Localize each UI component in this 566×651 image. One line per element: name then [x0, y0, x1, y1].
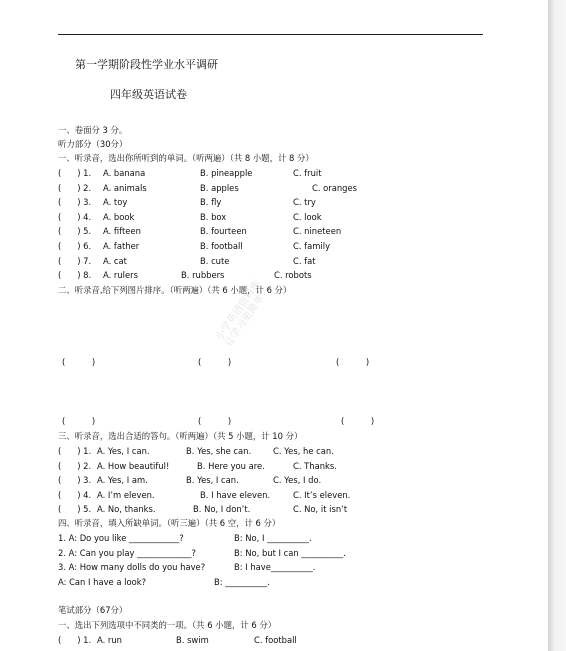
- page-shadow: [548, 0, 566, 651]
- option-b: B. box: [200, 211, 227, 222]
- written-header: 笔试部分（67分）: [58, 605, 128, 615]
- fill-in-question: 2. A: Can you play _____________?: [58, 548, 196, 558]
- option-a: A. Yes, I am.: [97, 475, 148, 486]
- answer-bracket: ( ) 4.: [58, 211, 92, 222]
- answer-bracket: ( ) 1.: [58, 446, 92, 456]
- option-a: A. run: [97, 635, 122, 645]
- answer-bracket: ( ) 2.: [58, 182, 92, 193]
- exam-title: 第一学期阶段性学业水平调研: [75, 58, 218, 71]
- option-a: A. father: [103, 241, 140, 251]
- option-b: B. football: [200, 241, 243, 251]
- answer-bracket: ( ) 3.: [58, 475, 92, 486]
- option-a: A. cat: [103, 255, 127, 266]
- picture-order-bracket: ( ): [62, 416, 96, 426]
- option-a: A. fifteen: [103, 226, 141, 237]
- picture-order-bracket: ( ): [62, 357, 96, 367]
- exam-subtitle: 四年级英语试卷: [110, 88, 187, 101]
- section-4-heading: 四、听录音，填入所缺单词。（听三遍）（共 6 空，计 6 分）: [58, 518, 281, 528]
- answer-bracket: ( ) 1.: [58, 168, 92, 178]
- fill-in-question: 3. A: How many dolls do you have?: [58, 562, 206, 572]
- section-3-heading: 三、听录音，选出合适的答句。（听两遍）（共 5 小题，计 10 分）: [58, 431, 303, 441]
- option-b: B. fourteen: [200, 226, 247, 237]
- watermark: 小学英语资料库 让学习更简单: [214, 278, 267, 349]
- option-c: C. football: [254, 635, 297, 645]
- fill-in-answer: B: No, I __________.: [234, 533, 312, 543]
- option-b: B. I have eleven.: [200, 489, 271, 500]
- option-a: A. banana: [103, 168, 146, 178]
- fill-in-answer: B: I have__________.: [234, 562, 316, 572]
- answer-bracket: ( ) 8.: [58, 270, 92, 281]
- answer-bracket: ( ) 7.: [58, 255, 92, 266]
- picture-order-bracket: ( ): [341, 416, 375, 426]
- option-c: C. fruit: [293, 168, 322, 178]
- option-a: A. rulers: [103, 270, 138, 281]
- option-c: C. family: [293, 241, 331, 251]
- option-a: A. book: [103, 211, 135, 222]
- answer-bracket: ( ) 5.: [58, 226, 92, 237]
- option-c: C. fat: [293, 255, 316, 266]
- fill-in-question: 1. A: Do you like ____________?: [58, 533, 184, 543]
- section-5-heading: 一、选出下列选项中不同类的一项。（共 6 小题，计 6 分）: [58, 620, 277, 630]
- section-1-heading: 一、听录音，选出你所听到的单词。（听两遍）（共 8 小题，计 8 分）: [58, 153, 314, 163]
- option-b: B. swim: [176, 635, 209, 645]
- fill-in-answer: B: __________.: [214, 577, 270, 587]
- option-b: B. rubbers: [181, 270, 225, 281]
- option-c: C. Yes, he can.: [273, 446, 334, 456]
- option-c: C. Yes, I do.: [273, 475, 322, 486]
- answer-bracket: ( ) 4.: [58, 489, 92, 500]
- answer-bracket: ( ) 2.: [58, 460, 92, 471]
- option-a: A. animals: [103, 182, 147, 193]
- option-b: B. pineapple: [200, 168, 253, 178]
- fill-in-question: A: Can I have a look?: [58, 577, 147, 587]
- option-b: B. cute: [200, 255, 230, 266]
- fill-in-answer: B: No, but I can __________.: [234, 548, 346, 558]
- listening-header: 听力部分（30分）: [58, 139, 128, 149]
- option-b: B. Yes, I can.: [186, 475, 239, 486]
- option-c: C. Thanks.: [293, 460, 337, 471]
- option-b: B. apples: [200, 182, 239, 193]
- option-b: B. No, I don’t.: [193, 504, 251, 515]
- option-a: A. How beautiful!: [97, 460, 170, 471]
- section-2-heading: 二、听录音,给下列图片排序。（听两遍）（共 6 小题，计 6 分）: [58, 285, 292, 295]
- option-c: C. oranges: [312, 182, 358, 193]
- header-rule: [58, 34, 483, 35]
- option-c: C. robots: [274, 270, 312, 281]
- option-c: C. No, it isn’t: [293, 504, 348, 515]
- option-a: A. Yes, I can.: [97, 446, 150, 456]
- option-c: C. It’s eleven.: [293, 489, 351, 500]
- section-intro: 一、卷面分 3 分。: [58, 125, 128, 135]
- picture-order-bracket: ( ): [336, 357, 370, 367]
- answer-bracket: ( ) 5.: [58, 504, 92, 515]
- option-c: C. look: [293, 211, 322, 222]
- option-a: A. No, thanks.: [97, 504, 156, 515]
- option-c: C. nineteen: [293, 226, 342, 237]
- answer-bracket: ( ) 6.: [58, 241, 92, 251]
- answer-bracket: ( ) 3.: [58, 197, 92, 208]
- picture-order-bracket: ( ): [198, 416, 232, 426]
- option-a: A. toy: [103, 197, 128, 208]
- option-b: B. fly: [200, 197, 222, 208]
- answer-bracket: ( ) 1.: [58, 635, 92, 645]
- picture-order-bracket: ( ): [198, 357, 232, 367]
- option-b: B. Yes, she can.: [186, 446, 252, 456]
- option-b: B. Here you are.: [197, 460, 265, 471]
- option-a: A. I’m eleven.: [97, 489, 155, 500]
- option-c: C. try: [293, 197, 316, 208]
